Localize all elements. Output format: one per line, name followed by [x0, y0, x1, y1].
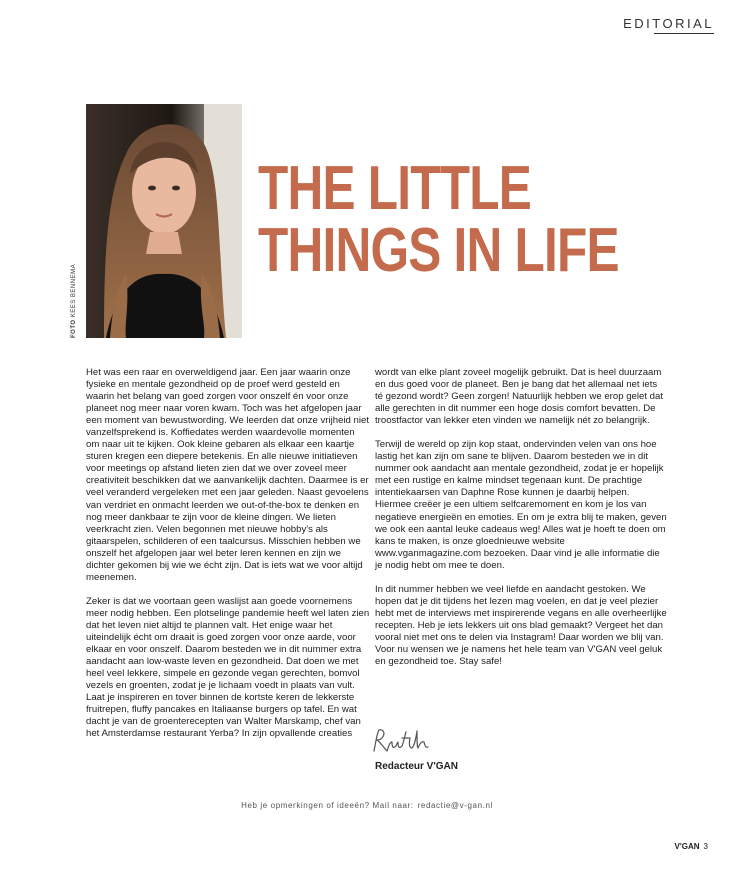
paragraph: Terwijl de wereld op zijn kop staat, ondervinden velen van ons hoe lastig het kan zijn om sane te blijven. Daarom besteden we in dit nummer ook aandacht aan mentale gezondheid, zodat je er hopelijk met een rustige en kalme mindset tegenaan kunt. De prachtige intentiekaarsen van Daphne Rose kunnen je daarbij helpen. Hiermee creëer je een ultiem selfcaremoment en kom je los van negatieve energieën en emoties. En om je extra blij te maken, geven we ook een aantal leuke cadeaus weg! Alles wat je hoeft te doen om kans te maken, is onze gloednieuwe website www.vganmagazine.com bezoeken. Daar vind je alle informatie die je nodig hebt om mee te doen.: [375, 439, 667, 571]
photo-credit-name: KEES BENNEMA: [71, 263, 77, 318]
body-column-left: [86, 367, 370, 752]
headline-line-1: THE LITTLE: [258, 154, 532, 223]
paragraph: Het was een raar en overweldigend jaar. Een jaar waarin onze fysieke en mentale gezondheid op de proef werd gesteld en waarin het belang van goed zorgen voor onszelf én voor onze planeet nog meer naar voren kwam. Toch was het afgelopen jaar een moment van bewustwording. We leerden dat onze vrijheid niet vanzelfsprekend is. Koffiedates werden waardevolle momenten om naar uit te kijken. Ook kleine gebaren als elkaar een kaartje sturen kregen een diepere betekenis. En alle nieuwe initiatieven voor meetings op afstand lieten zien dat we over zoveel meer creativiteit beschikken dat we aanvankelijk dachten. Daarmee is er veel veranderd vergeleken met een jaar geleden. Naast gevoelens van verdriet en onmacht leerden we out-of-the-box te denken en nog meer dankbaar te zijn voor de kleine dingen. We lieten veerkracht zien. Velen begonnen met nieuwe hobby's als gitaarspelen, schilderen of een taalcursus. Misschien hebben we onszelf het afgelopen jaar wel beter leren kennen en zijn we dichter gekomen bij wie we écht zijn. Dat is iets wat we voor altijd meenemen.: [86, 367, 370, 583]
paragraph: wordt van elke plant zoveel mogelijk gebruikt. Dat is heel duurzaam en dus goed voor de planeet. Ben je bang dat het allemaal net iets té gezond wordt? Geen zorgen! Natuurlijk hebben we erop gelet dat alle gerechten in dit nummer een hoge dosis comfort bevatten. De troostfactor van lekker eten vinden we namelijk nét zo belangrijk.: [375, 367, 663, 427]
signature-title: Redacteur V'GAN: [375, 761, 458, 772]
footer-email: redactie@v-gan.nl: [417, 801, 493, 810]
body-column-right: [375, 367, 667, 680]
photo-credit-prefix: FOTO: [71, 319, 77, 338]
section-underline: [654, 33, 714, 34]
footer-note: [0, 801, 730, 810]
footer-note-text: Heb je opmerkingen of ideeën? Mail naar:: [241, 801, 414, 810]
portrait-photo: [86, 104, 242, 338]
paragraph: In dit nummer hebben we veel liefde en aandacht gestoken. We hopen dat je dit tijdens het lezen mag voelen, en dat je veel plezier hebt met de interviews met inspirerende vegans en alle overheerlijke recepten. Heb je iets lekkers uit ons blad gemaakt? Vergeet het dan vooral niet met ons te delen via Instagram! Daar worden we blij van. Voor nu wensen we je namens het hele team van V'GAN veel geluk en gezondheid toe. Stay safe!: [375, 583, 667, 668]
handwritten-signature: [370, 727, 440, 755]
photo-credit: [71, 264, 77, 338]
page-number: 3: [703, 842, 708, 851]
page-footer: [675, 842, 708, 851]
brand-mark: V'GAN: [674, 842, 700, 851]
headline: [258, 154, 619, 285]
headline-line-2: THINGS IN LIFE: [258, 216, 619, 285]
section-label: EDITORIAL: [623, 16, 714, 31]
paragraph: Zeker is dat we voortaan geen waslijst aan goede voornemens meer nodig hebben. Een plotselinge pandemie heeft wel laten zien dat het leven niet altijd te plannen valt. Het enige waar het uiteindelijk écht om draait is goed zorgen voor onze aarde, voor elkaar en voor onszelf. Daarom besteden we in dit nummer extra aandacht aan low-waste leven en gezondheid. Dat doen we met heel veel lekkere, simpele en gezonde vegan gerechten, bomvol vezels en groenten, zodat je je lichaam voedt in plaats van vult. Laat je inspireren en tover binnen de kortste keren de lekkerste fruitrepen, fluffy pancakes en Italiaanse burgers op tafel. En wat dacht je van de groenterecepten van Walter Marskamp, chef van het Amsterdamse restaurant Yerba? In zijn opvallende creaties: [86, 595, 370, 740]
